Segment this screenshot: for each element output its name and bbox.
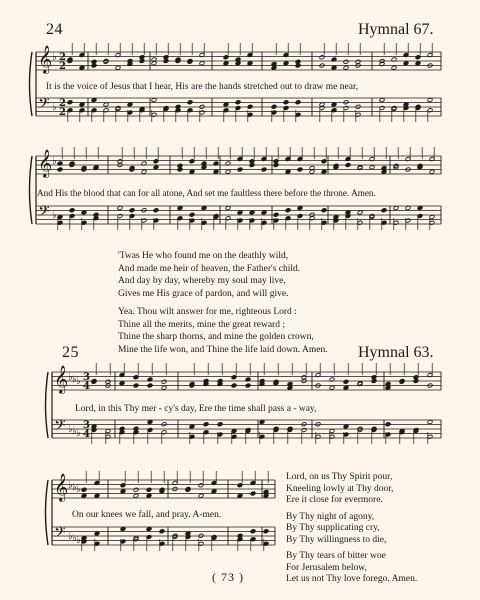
note-head: [67, 100, 73, 105]
note-head: [343, 59, 349, 64]
verse-line: For Jerusalem below,: [286, 562, 367, 573]
note-head: [189, 212, 195, 217]
note-head: [249, 163, 255, 168]
note-head: [163, 59, 169, 64]
verse-line: By Thy supplicating cry,: [286, 523, 380, 533]
note-head: [203, 422, 209, 427]
note-head: [159, 529, 165, 534]
note-head: [198, 483, 204, 488]
note-head: [161, 385, 167, 390]
note-head: [287, 385, 293, 390]
note-head: [417, 214, 423, 219]
note-head: [235, 106, 241, 111]
note-head: [133, 383, 139, 388]
lyric-line: Lord, in this Thy mer - cy's day, Ere the time shall pass a - way,: [75, 404, 317, 414]
note-head: [301, 428, 307, 433]
note-head: [245, 383, 251, 388]
flat-icon: ♭: [68, 372, 73, 383]
flat-icon: ♭: [76, 535, 81, 546]
time-signature: 2: [59, 107, 66, 118]
note-head: [235, 61, 241, 66]
note-head: [343, 385, 349, 390]
brace: [30, 156, 33, 224]
note-head: [285, 208, 291, 213]
note-head: [153, 165, 159, 170]
lyric-line: It is the voice of Jesus that I hear, His are the hands stretched out to draw me near,: [46, 82, 359, 92]
verse-line: By Thy night of agony,: [286, 511, 375, 522]
verse-line: Ere it close for evermore.: [286, 495, 383, 505]
flat-icon: ♭: [52, 156, 57, 167]
flat-icon: ♭: [72, 426, 77, 437]
hymn-number: 24: [46, 21, 63, 38]
verse-line: Yea. Thou wilt answer for me, righteous Lord :: [118, 307, 297, 317]
treble-clef-icon: 𝄞: [54, 473, 69, 501]
note-head: [153, 159, 159, 164]
note-head: [141, 169, 147, 174]
note-head: [237, 167, 243, 172]
note-head: [403, 61, 409, 66]
flat-icon: ♭: [72, 533, 77, 544]
page-number: ( 73 ): [212, 570, 244, 584]
note-head: [69, 208, 75, 213]
flat-icon: ♭: [68, 480, 73, 491]
note-head: [91, 63, 97, 68]
note-head: [429, 169, 435, 174]
note-head: [211, 489, 217, 494]
note-head: [261, 167, 267, 172]
note-head: [345, 163, 351, 168]
note-head: [198, 493, 204, 498]
note-head: [235, 100, 241, 105]
time-signature: 3: [83, 372, 90, 383]
note-head: [283, 100, 289, 105]
bass-clef-icon: 𝄢: [38, 95, 50, 116]
flat-icon: ♭: [76, 376, 81, 387]
verse-text: [286, 472, 417, 586]
hymn-title: Hymnal 63.: [358, 344, 434, 361]
note-head: [133, 375, 139, 380]
note-head: [381, 169, 387, 174]
note-head: [273, 212, 279, 217]
note-head: [271, 65, 277, 70]
note-head: [295, 100, 301, 105]
treble-clef-icon: 𝄞: [38, 45, 53, 73]
note-head: [273, 163, 279, 168]
flat-icon: ♭: [52, 52, 57, 63]
note-head: [189, 169, 195, 174]
flat-icon: ♭: [52, 102, 57, 113]
verse-line: Gives me His grace of pardon, and will give.: [118, 288, 289, 299]
flat-icon: ♭: [52, 210, 57, 221]
verse-line: By Thy willingness to die,: [286, 534, 387, 545]
note-head: [263, 529, 269, 534]
note-head: [285, 169, 291, 174]
note-head: [343, 106, 349, 111]
note-head: [217, 422, 223, 427]
note-head: [133, 493, 139, 498]
note-head: [199, 61, 205, 66]
flat-icon: ♭: [72, 482, 77, 493]
note-head: [231, 383, 237, 388]
note-head: [146, 487, 152, 492]
note-head: [153, 208, 159, 213]
note-head: [237, 483, 243, 488]
treble-clef-icon: 𝄞: [38, 149, 53, 177]
note-head: [271, 104, 277, 109]
note-head: [381, 208, 387, 213]
note-head: [189, 159, 195, 164]
note-head: [415, 55, 421, 60]
flat-icon: ♭: [72, 374, 77, 385]
verse-line: Let us not Thy love forego. Amen.: [286, 574, 418, 584]
verse-line: Kneeling lowly at Thy door,: [286, 483, 394, 494]
note-head: [297, 167, 303, 172]
time-signature: 3: [83, 420, 90, 431]
note-head: [120, 483, 126, 488]
time-signature: 4: [83, 429, 90, 440]
verse-line: And day by day, whereby my soul may live,: [118, 276, 286, 286]
bass-clef-icon: 𝄢: [38, 203, 50, 224]
note-head: [321, 169, 327, 174]
note-head: [94, 493, 100, 498]
flat-icon: ♭: [76, 484, 81, 495]
note-head: [161, 379, 167, 384]
note-head: [120, 489, 126, 494]
note-head: [146, 535, 152, 540]
verse-line: Mine the life won, and Thine the life laid down. Amen.: [118, 344, 328, 355]
note-head: [391, 65, 397, 70]
note-head: [297, 214, 303, 219]
note-head: [319, 55, 325, 60]
note-head: [283, 61, 289, 66]
lyric-line: On our knees we fall, and pray. A-men.: [72, 510, 222, 520]
note-head: [369, 165, 375, 170]
note-head: [415, 61, 421, 66]
note-head: [379, 106, 385, 111]
note-head: [133, 487, 139, 492]
note-head: [147, 428, 153, 433]
note-head: [147, 383, 153, 388]
note-head: [117, 214, 123, 219]
time-signature: 2: [59, 98, 66, 109]
verse-line: Thine all the merits, mine the great reward ;: [118, 319, 285, 330]
hymn-title: Hymnal 67.: [358, 21, 434, 38]
note-head: [57, 167, 63, 172]
note-head: [119, 381, 125, 386]
note-head: [177, 167, 183, 172]
note-head: [201, 165, 207, 170]
time-signature: 2: [59, 61, 66, 72]
verse-line: And made me heir of heaven, the Father's child.: [118, 263, 301, 274]
flat-icon: ♭: [76, 428, 81, 439]
note-head: [283, 106, 289, 111]
note-head: [331, 65, 337, 70]
brace: [30, 52, 33, 116]
note-head: [213, 169, 219, 174]
note-head: [237, 493, 243, 498]
note-head: [343, 379, 349, 384]
note-head: [129, 214, 135, 219]
note-head: [371, 379, 377, 384]
note-head: [81, 493, 87, 498]
note-head: [385, 422, 391, 427]
note-head: [231, 375, 237, 380]
note-head: [321, 159, 327, 164]
hymn-number: 25: [62, 344, 79, 361]
note-head: [309, 169, 315, 174]
note-head: [115, 65, 121, 70]
note-head: [79, 65, 85, 70]
note-head: [81, 487, 87, 492]
note-head: [146, 493, 152, 498]
note-head: [129, 208, 135, 213]
brace: [46, 480, 49, 545]
note-head: [187, 100, 193, 105]
note-head: [385, 385, 391, 390]
lyric-line: And His the blood that can for all atone, And set me faultless there before the throne. Amen.: [37, 188, 376, 198]
treble-clef-icon: 𝄞: [54, 365, 69, 393]
note-head: [295, 63, 301, 68]
note-head: [223, 55, 229, 60]
time-signature: 4: [83, 381, 90, 392]
flat-icon: ♭: [68, 424, 73, 435]
note-head: [247, 61, 253, 66]
bass-clef-icon: 𝄢: [54, 417, 66, 438]
note-head: [69, 214, 75, 219]
note-head: [321, 208, 327, 213]
flat-icon: ♭: [68, 531, 73, 542]
note-head: [343, 65, 349, 70]
verse-line: Thine the sharp thorns, and mine the golden crown,: [118, 332, 314, 342]
time-signature: 2: [59, 52, 66, 63]
verse-line: Lord, on us Thy Spirit pour,: [286, 472, 393, 482]
verse-line: By Thy tears of bitter woe: [286, 551, 386, 561]
note-head: [250, 529, 256, 534]
verse-line: 'Twas He who found me on the deathly wild,: [118, 251, 289, 261]
note-head: [413, 379, 419, 384]
note-head: [329, 385, 335, 390]
note-head: [139, 59, 145, 64]
brace: [46, 372, 49, 438]
note-head: [250, 491, 256, 496]
note-head: [225, 169, 231, 174]
note-head: [263, 493, 269, 498]
note-head: [151, 61, 157, 66]
note-head: [247, 104, 253, 109]
note-head: [223, 61, 229, 66]
verse-text: [118, 250, 328, 356]
bass-clef-icon: 𝄢: [54, 524, 66, 545]
